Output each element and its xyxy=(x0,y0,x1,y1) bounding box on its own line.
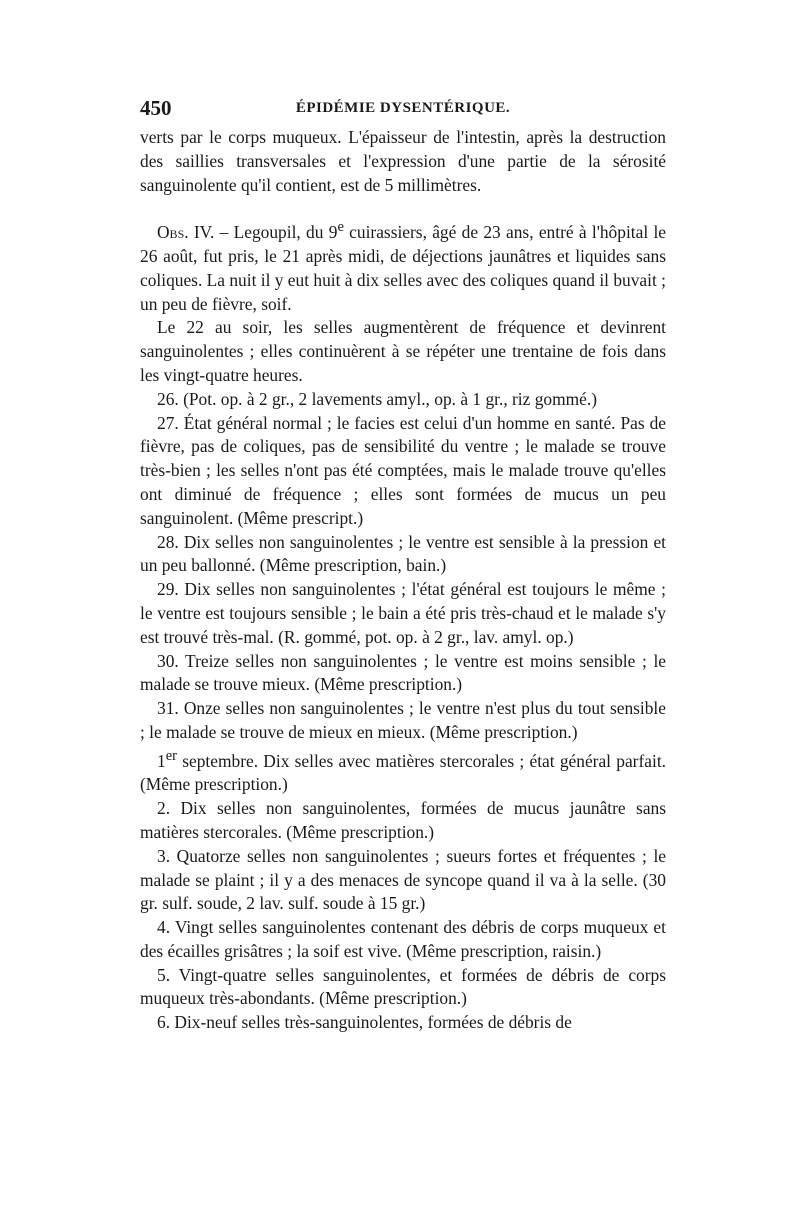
paragraph-sept-4: 4. Vingt selles sanguinolentes contenant des débris de corps muqueux et des écailles grisâtres ; la soif est vive. (Même prescription, raisin.) xyxy=(140,917,666,961)
paragraph-sept-2: 2. Dix selles non sanguinolentes, formées de mucus jaunâtre sans matières stercorales. (Même prescription.) xyxy=(140,798,666,842)
page-header xyxy=(140,96,666,126)
observation-label: Obs. IV. xyxy=(157,222,215,243)
paragraph-sept-3: 3. Quatorze selles non sanguinolentes ; sueurs fortes et fréquentes ; le malade se plaint ; il y a des menaces de syncope quand il va à la selle. (30 gr. sulf. soude, 2 lav. sulf. soude à 15 gr.) xyxy=(140,845,666,914)
paragraph-observation-iv xyxy=(140,216,666,316)
body-text xyxy=(140,126,666,1035)
sept-sup: er xyxy=(165,747,177,764)
paragraph-day-27: 27. État général normal ; le facies est celui d'un homme en santé. Pas de fièvre, pas de coliques, pas de sensibilité du ventre ; le malade se trouve très-bien ; les selles n'ont pas été comptées, mais le malade trouve qu'elles ont diminué de fréquence ; elles sont formées de mucus un peu sanguinolent. (Même prescript.) xyxy=(140,412,666,528)
running-title: ÉPIDÉMIE DYSENTÉRIQUE. xyxy=(295,100,511,116)
paragraph-day-26: 26. (Pot. op. à 2 gr., 2 lavements amyl., op. à 1 gr., riz gommé.) xyxy=(157,388,598,409)
paragraph-sept-6: 6. Dix-neuf selles très-sanguinolentes, formées de débris de xyxy=(157,1012,572,1033)
sept-day: 1 xyxy=(157,750,166,771)
paragraph-day-29: 29. Dix selles non sanguinolentes ; l'état général est toujours le même ; le ventre est toujours sensible ; le bain a été pris très-chaud et le malade s'y est trouvé très-mal. (R. gommé, pot. op. à 2 gr., lav. amyl. op.) xyxy=(140,579,666,647)
paragraph-day-28: 28. Dix selles non sanguinolentes ; le ventre est sensible à la pression et un peu ballonné. (Même prescription, bain.) xyxy=(140,531,666,576)
document-page xyxy=(140,96,666,1035)
observation-text: Legoupil, du 9e cuirassiers, âgé de 23 ans, entré à l'hôpital le 26 août, fut pris, le 21 après midi, de déjections jaunâtres et liquides sans coliques. La nuit il y eut huit à dix selles avec des coliques quand il buvait ; un peu de fièvre, soif. xyxy=(140,219,667,314)
sept-text: septembre. Dix selles avec matières stercorales ; état général parfait. (Même prescription.) xyxy=(140,750,666,795)
regiment-sup: e xyxy=(337,219,344,236)
page-number: 450 xyxy=(140,96,172,120)
paragraph-sept-1 xyxy=(140,745,666,797)
paragraph-day-30: 30. Treize selles non sanguinolentes ; le ventre est moins sensible ; le malade se trouve mieux. (Même prescription.) xyxy=(140,650,666,695)
paragraph-day-22: Le 22 au soir, les selles augmentèrent de fréquence et devinrent sanguinolentes ; elles continuèrent à se répéter une trentaine de fois dans les vingt-quatre heures. xyxy=(140,317,666,385)
paragraph-sept-5: 5. Vingt-quatre selles sanguinolentes, et formées de débris de corps muqueux très-abondants. (Même prescription.) xyxy=(140,964,666,1009)
observation-dash: – xyxy=(214,222,234,243)
paragraph-continuation: verts par le corps muqueux. L'épaisseur de l'intestin, après la destruction des saillies transversales et l'expression d'une partie de la sérosité sanguinolente qu'il contient, est de 5 millimètres. xyxy=(140,127,666,195)
paragraph-day-31: 31. Onze selles non sanguinolentes ; le ventre n'est plus du tout sensible ; le malade se trouve de mieux en mieux. (Même prescription.) xyxy=(140,698,666,742)
